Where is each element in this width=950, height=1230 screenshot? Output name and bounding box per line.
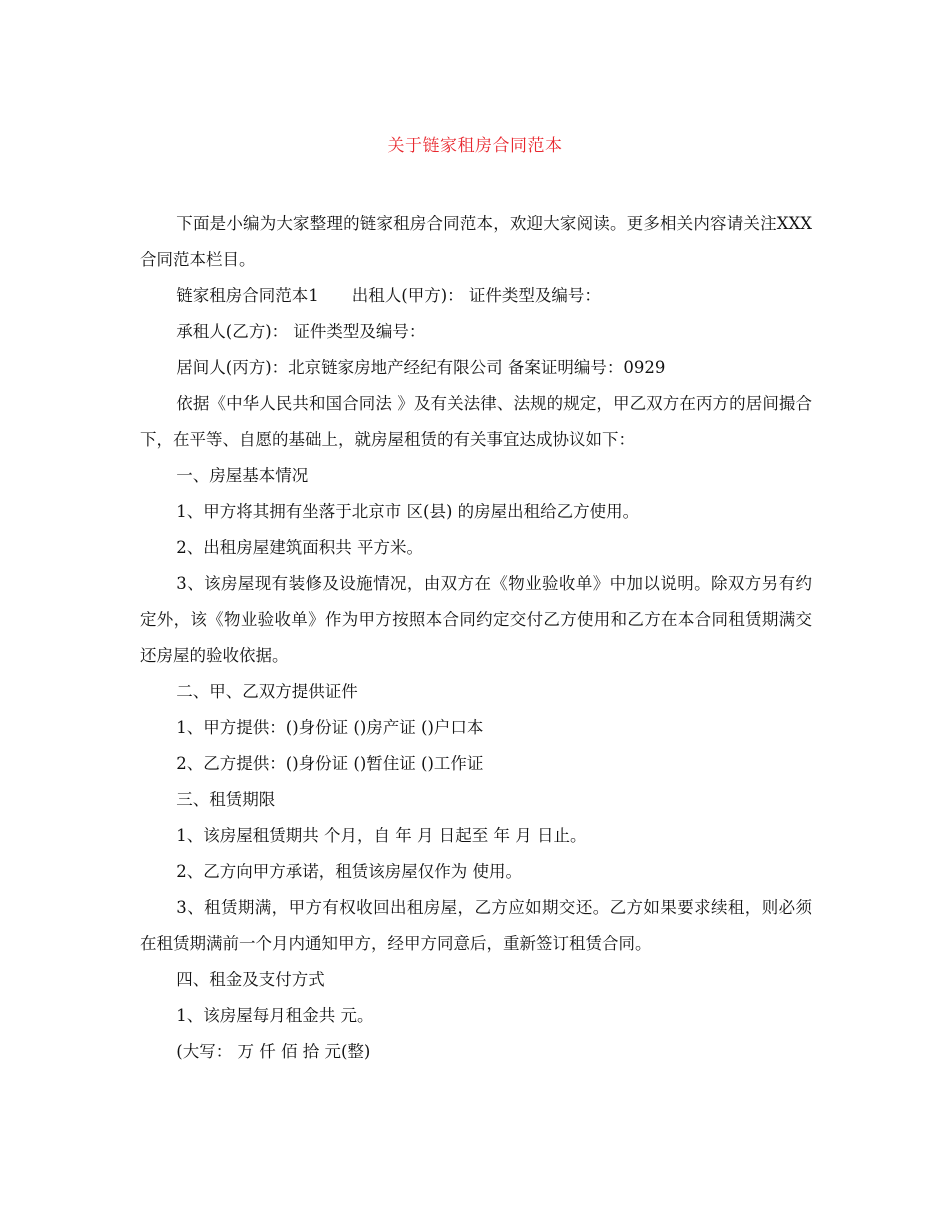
clause-3-2: 2、乙方向甲方承诺，租赁该房屋仅作为 使用。 (176, 862, 523, 881)
clause-4-1: 1、该房屋每月租金共 元。 (176, 1006, 374, 1025)
paragraph-lessee: 承租人(乙方)： 证件类型及编号： (176, 322, 426, 341)
clause-4-amount-words: (大写： 万 仟 佰 拾 元(整) (176, 1042, 371, 1061)
clause-3-3: 3、租赁期满，甲方有权收回出租房屋，乙方应如期交还。乙方如果要求续租，则必须在租赁期满前一个月内通知甲方，经甲方同意后，重新签订租赁合同。 (140, 898, 812, 953)
clause-3-1: 1、该房屋租赁期共 个月，自 年 月 日起至 年 月 日止。 (176, 826, 587, 845)
clause-2-2: 2、乙方提供：()身份证 ()暂住证 ()工作证 (176, 754, 484, 773)
clause-1-3: 3、该房屋现有装修及设施情况，由双方在《物业验收单》中加以说明。除双方另有约定外，该《物业验收单》作为甲方按照本合同约定交付乙方使用和乙方在本合同租赁期满交还房屋的验收依据。 (140, 574, 812, 665)
paragraph-intermediary: 居间人(丙方)：北京链家房地产经纪有限公司 备案证明编号：0929 (176, 358, 666, 377)
section-heading-3: 三、租赁期限 (176, 790, 276, 809)
paragraph-intro: 下面是小编为大家整理的链家租房合同范本，欢迎大家阅读。更多相关内容请关注XXX合同范本栏目。 (140, 214, 812, 269)
clause-1-1: 1、甲方将其拥有坐落于北京市 区(县) 的房屋出租给乙方使用。 (176, 502, 640, 521)
document-body (140, 206, 812, 1070)
clause-1-2: 2、出租房屋建筑面积共 平方米。 (176, 538, 424, 557)
section-heading-4: 四、租金及支付方式 (176, 970, 325, 989)
document-title: 关于链家租房合同范本 (387, 136, 563, 156)
section-heading-1: 一、房屋基本情况 (176, 466, 309, 485)
clause-2-1: 1、甲方提供：()身份证 ()房产证 ()户口本 (176, 718, 484, 737)
section-heading-2: 二、甲、乙双方提供证件 (176, 682, 358, 701)
paragraph-basis: 依据《中华人民共和国合同法 》及有关法律、法规的规定，甲乙双方在丙方的居间撮合下，在平等、自愿的基础上，就房屋租赁的有关事宜达成协议如下： (140, 394, 812, 449)
paragraph-lessor: 链家租房合同范本1 出租人(甲方)： 证件类型及编号： (176, 286, 601, 305)
